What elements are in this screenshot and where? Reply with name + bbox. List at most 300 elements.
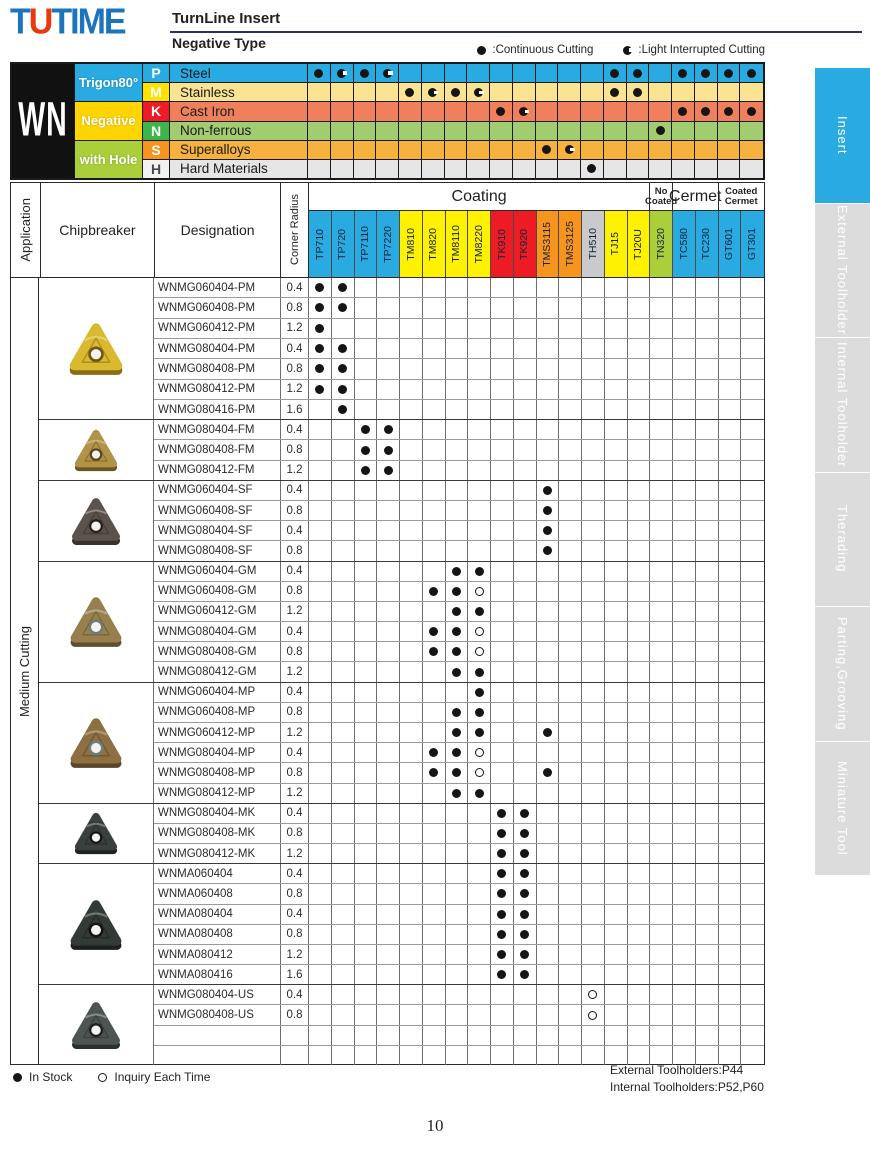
continuous-mark [520, 829, 529, 838]
insert-row [154, 824, 764, 844]
availability-cell [446, 1005, 469, 1024]
material-mark-cell [490, 122, 513, 140]
material-mark-cell [581, 64, 604, 82]
availability-cell [491, 905, 514, 924]
availability-cell [423, 622, 446, 641]
availability-cell [650, 339, 673, 358]
designation-cell: WNMG080408-MP [154, 763, 281, 782]
availability-cell [514, 501, 537, 520]
availability-cell [446, 642, 469, 661]
availability-cell [446, 339, 469, 358]
availability-cell [719, 521, 742, 540]
availability-cell [514, 1046, 537, 1065]
material-mark-cell [490, 64, 513, 82]
availability-cell [355, 723, 378, 742]
continuous-mark [451, 88, 460, 97]
availability-cell [559, 461, 582, 480]
availability-cell [400, 985, 423, 1004]
availability-cell [491, 662, 514, 681]
availability-cell [423, 743, 446, 762]
availability-cell [650, 319, 673, 338]
availability-cell [628, 763, 651, 782]
availability-cell [582, 703, 605, 722]
availability-cell [582, 501, 605, 520]
continuous-mark [315, 324, 324, 333]
availability-cell [696, 359, 719, 378]
material-mark-cell [399, 64, 422, 82]
availability-cell [741, 481, 764, 500]
availability-cell [559, 824, 582, 843]
material-mark-cell [718, 83, 741, 101]
availability-cell [605, 400, 628, 419]
material-mark-cell [649, 160, 672, 178]
availability-cell [537, 824, 560, 843]
material-mark-cell [604, 160, 627, 178]
material-mark-cell [718, 122, 741, 140]
availability-cell [423, 359, 446, 378]
availability-cell [309, 298, 332, 317]
availability-cell [332, 359, 355, 378]
material-mark-cell [354, 64, 377, 82]
continuous-mark [452, 587, 461, 596]
availability-cell [741, 703, 764, 722]
continuous-mark [543, 486, 552, 495]
corner-radius-cell: 0.8 [281, 541, 309, 560]
insert-row [154, 784, 764, 803]
continuous-mark [338, 344, 347, 353]
availability-cell [559, 642, 582, 661]
cutting-legend [477, 44, 765, 56]
availability-cell [377, 359, 400, 378]
availability-cell [355, 339, 378, 358]
availability-cell [582, 319, 605, 338]
availability-cell [559, 339, 582, 358]
material-mark-cell [536, 141, 559, 159]
availability-cell [332, 461, 355, 480]
insert-row [154, 945, 764, 965]
continuous-mark [701, 69, 710, 78]
chipbreaker-photo-cell [39, 864, 154, 984]
availability-cell [582, 481, 605, 500]
availability-cell [719, 763, 742, 782]
continuous-mark [656, 126, 665, 135]
availability-cell [673, 945, 696, 964]
availability-cell [559, 440, 582, 459]
availability-cell [582, 864, 605, 883]
material-mark-cell [331, 141, 354, 159]
material-mark-cell [308, 122, 331, 140]
availability-cell [696, 965, 719, 984]
availability-cell [650, 824, 673, 843]
availability-cell [650, 380, 673, 399]
availability-cell [491, 380, 514, 399]
availability-cell [355, 743, 378, 762]
interrupted-mark [565, 145, 574, 154]
availability-cell [309, 339, 332, 358]
availability-cell [605, 420, 628, 439]
availability-cell [650, 743, 673, 762]
availability-cell [605, 965, 628, 984]
availability-cell [673, 683, 696, 702]
availability-cell [400, 339, 423, 358]
availability-cell [355, 1046, 378, 1065]
material-mark-cell [558, 141, 581, 159]
availability-cell [696, 723, 719, 742]
availability-cell [423, 582, 446, 601]
availability-cell [332, 420, 355, 439]
material-mark-cell [308, 141, 331, 159]
header-divider [170, 31, 862, 33]
availability-cell [741, 985, 764, 1004]
availability-cell [582, 1046, 605, 1065]
availability-cell [628, 844, 651, 863]
designation-cell: WNMG060412-GM [154, 602, 281, 621]
continuous-mark [429, 748, 438, 757]
corner-radius-cell: 0.8 [281, 1005, 309, 1024]
availability-cell [377, 278, 400, 297]
availability-cell [673, 905, 696, 924]
grade-column-tc580: TC580 [673, 211, 696, 277]
availability-cell [377, 763, 400, 782]
availability-cell [446, 602, 469, 621]
availability-cell [446, 844, 469, 863]
availability-cell [491, 602, 514, 621]
availability-cell [628, 400, 651, 419]
availability-cell [673, 420, 696, 439]
availability-cell [582, 844, 605, 863]
continuous-mark [338, 385, 347, 394]
availability-cell [377, 642, 400, 661]
insert-row [154, 541, 764, 560]
continuous-mark [520, 809, 529, 818]
grade-group-no-coated: No Coated [650, 183, 673, 210]
availability-cell [514, 965, 537, 984]
availability-cell [582, 683, 605, 702]
availability-cell [719, 642, 742, 661]
availability-cell [491, 622, 514, 641]
availability-cell [309, 541, 332, 560]
material-mark-cell [536, 160, 559, 178]
availability-cell [537, 562, 560, 581]
continuous-mark [633, 88, 642, 97]
availability-cell [582, 400, 605, 419]
availability-cell [537, 784, 560, 803]
availability-cell [468, 278, 491, 297]
inquiry-label: Inquiry Each Time [114, 1070, 211, 1084]
availability-cell [559, 864, 582, 883]
continuous-mark [475, 708, 484, 717]
continuous-mark [543, 768, 552, 777]
material-mark-cell [627, 122, 650, 140]
chipbreaker-photo-cell [39, 481, 154, 561]
availability-cell [491, 562, 514, 581]
availability-cell [423, 562, 446, 581]
material-mark-cell [740, 64, 763, 82]
availability-cell [377, 784, 400, 803]
table-header [11, 183, 764, 278]
sidebar-tab-insert[interactable]: Insert [815, 68, 870, 203]
material-mark-cell [331, 102, 354, 120]
availability-cell [628, 359, 651, 378]
availability-cell [628, 965, 651, 984]
continuous-mark [429, 587, 438, 596]
designation-cell: WNMG060404-GM [154, 562, 281, 581]
availability-cell [355, 501, 378, 520]
designation-cell: WNMG080404-SF [154, 521, 281, 540]
availability-cell [628, 905, 651, 924]
availability-cell [605, 440, 628, 459]
availability-cell [582, 298, 605, 317]
availability-cell [377, 1005, 400, 1024]
continuous-mark [520, 950, 529, 959]
availability-cell [446, 562, 469, 581]
corner-radius-cell: 1.2 [281, 784, 309, 803]
availability-cell [650, 844, 673, 863]
material-mark-cell [695, 83, 718, 101]
availability-cell [355, 278, 378, 297]
availability-cell [719, 298, 742, 317]
availability-cell [696, 683, 719, 702]
corner-radius-cell: 1.2 [281, 602, 309, 621]
availability-cell [741, 298, 764, 317]
availability-cell [537, 541, 560, 560]
continuous-mark [587, 164, 596, 173]
sidebar-tab-internal-toolholder[interactable]: Internal Toolholder [815, 337, 870, 472]
availability-cell [537, 501, 560, 520]
availability-cell [377, 945, 400, 964]
availability-cell [650, 642, 673, 661]
availability-cell [741, 541, 764, 560]
designation-cell: WNMG060408-SF [154, 501, 281, 520]
availability-cell [537, 864, 560, 883]
availability-cell [537, 278, 560, 297]
grade-column-tm8110: TM8110 [446, 211, 469, 277]
availability-cell [423, 884, 446, 903]
availability-cell [332, 562, 355, 581]
material-name: Steel [170, 64, 308, 82]
designation-cell: WNMG080412-GM [154, 662, 281, 681]
designation-cell: WNMG080408-US [154, 1005, 281, 1024]
availability-cell [605, 763, 628, 782]
availability-cell [400, 541, 423, 560]
availability-cell [446, 481, 469, 500]
availability-cell [719, 743, 742, 762]
availability-cell [696, 784, 719, 803]
availability-cell [673, 602, 696, 621]
material-mark-cell [672, 160, 695, 178]
material-mark-cell [604, 83, 627, 101]
availability-cell [446, 784, 469, 803]
designation-cell: WNMA080416 [154, 965, 281, 984]
chipbreaker-group-pm [39, 278, 764, 419]
availability-cell [491, 319, 514, 338]
availability-cell [741, 784, 764, 803]
availability-cell [719, 319, 742, 338]
material-mark-cell [467, 64, 490, 82]
availability-cell [332, 662, 355, 681]
grade-column-tj15: TJ15 [605, 211, 628, 277]
material-mark-cell [627, 64, 650, 82]
availability-cell [355, 521, 378, 540]
availability-cell [423, 642, 446, 661]
availability-cell [719, 622, 742, 641]
material-mark-cell [740, 83, 763, 101]
availability-cell [377, 420, 400, 439]
availability-cell [559, 925, 582, 944]
availability-cell [309, 844, 332, 863]
availability-cell [696, 804, 719, 823]
availability-cell [309, 1026, 332, 1045]
availability-cell [355, 602, 378, 621]
availability-cell [673, 965, 696, 984]
continuous-mark [452, 728, 461, 737]
availability-cell [400, 884, 423, 903]
material-row-H [143, 160, 763, 178]
availability-cell [605, 683, 628, 702]
availability-cell [400, 642, 423, 661]
availability-cell [741, 763, 764, 782]
availability-cell [491, 945, 514, 964]
availability-cell [719, 723, 742, 742]
grade-name-row [309, 211, 764, 277]
material-mark-cell [445, 160, 468, 178]
material-mark-cell [354, 141, 377, 159]
sidebar-tab-parting-grooving[interactable]: Parting,Grooving [815, 606, 870, 741]
chipbreaker-header: Chipbreaker [41, 183, 155, 277]
chipbreaker-group-plain [39, 863, 764, 984]
availability-cell [559, 884, 582, 903]
availability-cell [696, 703, 719, 722]
availability-cell [514, 743, 537, 762]
material-mark-cell [718, 102, 741, 120]
insert-code-box [12, 64, 75, 178]
insert-photo [69, 1000, 123, 1050]
availability-cell [400, 864, 423, 883]
availability-cell [514, 804, 537, 823]
availability-cell [514, 945, 537, 964]
availability-cell [628, 985, 651, 1004]
insert-row [154, 440, 764, 460]
continuous-mark [384, 446, 393, 455]
sidebar-tab-miniature-tool[interactable]: Miniature Tool [815, 741, 870, 876]
insert-row [154, 804, 764, 824]
availability-cell [650, 1026, 673, 1045]
designation-cell: WNMA080412 [154, 945, 281, 964]
availability-cell [741, 683, 764, 702]
availability-cell [400, 521, 423, 540]
sidebar-tab-external-toolholder[interactable]: External Toolholder [815, 203, 870, 338]
availability-cell [309, 278, 332, 297]
availability-cell [605, 824, 628, 843]
designation-cell: WNMG080408-MK [154, 824, 281, 843]
availability-cell [332, 864, 355, 883]
material-mark-cell [354, 102, 377, 120]
designation-cell: WNMG060404-PM [154, 278, 281, 297]
availability-cell [741, 400, 764, 419]
availability-cell [400, 359, 423, 378]
corner-radius-cell: 1.6 [281, 400, 309, 419]
insert-photo [72, 428, 120, 472]
availability-cell [696, 763, 719, 782]
material-mark-cell [376, 102, 399, 120]
availability-cell [696, 562, 719, 581]
availability-cell [309, 602, 332, 621]
availability-cell [468, 298, 491, 317]
availability-cell [559, 278, 582, 297]
availability-cell [468, 622, 491, 641]
material-mark-cell [513, 122, 536, 140]
corner-radius-cell: 0.4 [281, 339, 309, 358]
availability-cell [491, 965, 514, 984]
availability-cell [446, 521, 469, 540]
availability-cell [423, 804, 446, 823]
availability-cell [468, 804, 491, 823]
availability-cell [537, 461, 560, 480]
corner-radius-cell: 1.6 [281, 965, 309, 984]
grade-column-tn320: TN320 [650, 211, 673, 277]
grade-column-tm8220: TM8220 [468, 211, 491, 277]
availability-cell [355, 380, 378, 399]
corner-radius-cell: 0.8 [281, 884, 309, 903]
material-mark-cell [627, 141, 650, 159]
availability-cell [628, 481, 651, 500]
availability-cell [537, 723, 560, 742]
availability-cell [673, 359, 696, 378]
insert-row [154, 905, 764, 925]
table-body [11, 278, 764, 1065]
availability-cell [741, 662, 764, 681]
material-mark-cell [649, 102, 672, 120]
material-mark-cell [695, 102, 718, 120]
availability-cell [650, 541, 673, 560]
material-mark-cell [740, 141, 763, 159]
material-mark-cell [399, 122, 422, 140]
availability-cell [559, 965, 582, 984]
availability-cell [559, 481, 582, 500]
material-mark-cell [558, 83, 581, 101]
availability-cell [696, 985, 719, 1004]
availability-cell [650, 582, 673, 601]
availability-cell [332, 339, 355, 358]
availability-cell [673, 501, 696, 520]
designation-cell: WNMG080404-MP [154, 743, 281, 762]
insert-row [154, 1005, 764, 1025]
availability-cell [468, 339, 491, 358]
material-mark-cell [558, 64, 581, 82]
availability-cell [582, 804, 605, 823]
insert-feature-column [75, 64, 143, 178]
sidebar-tab-therading[interactable]: Therading [815, 472, 870, 607]
availability-cell [628, 622, 651, 641]
corner-radius-cell: 1.2 [281, 844, 309, 863]
availability-cell [377, 440, 400, 459]
availability-cell [423, 965, 446, 984]
continuous-mark [497, 910, 506, 919]
continuous-mark [497, 829, 506, 838]
availability-cell [719, 562, 742, 581]
chipbreaker-photo-cell [39, 562, 154, 682]
availability-cell [537, 985, 560, 1004]
material-mark-cell [376, 64, 399, 82]
material-mark-cell [604, 64, 627, 82]
availability-cell [491, 743, 514, 762]
material-mark-cell [581, 102, 604, 120]
availability-cell [446, 743, 469, 762]
availability-cell [719, 339, 742, 358]
availability-cell [309, 1046, 332, 1065]
availability-cell [537, 763, 560, 782]
availability-cell [355, 642, 378, 661]
